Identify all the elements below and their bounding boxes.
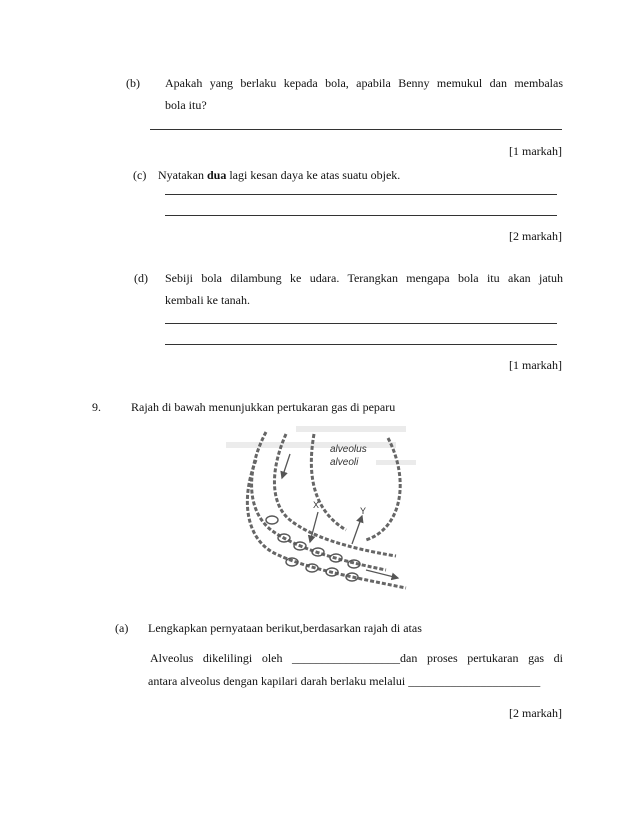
q8d-marks: [1 markah]: [509, 358, 562, 372]
q9-stem: Rajah di bawah menunjukkan pertukaran gas di peparu: [131, 400, 396, 414]
q8d-line1: Sebiji bola dilambung ke udara. Terangkan mengapa bola itu akan jatuh: [165, 271, 563, 285]
label-alveoli: alveoli: [330, 457, 359, 468]
q8c-text-after: lagi kesan daya ke atas suatu objek.: [226, 168, 401, 182]
q8c-answer-line-1[interactable]: [165, 194, 557, 195]
q8d-answer-line-2[interactable]: [165, 344, 557, 345]
q9a-instruction: Lengkapkan pernyataan berikut,berdasarkan rajah di atas: [148, 621, 422, 635]
q8c-label: (c): [133, 168, 147, 182]
q8b-answer-line[interactable]: [150, 129, 562, 130]
alveoli-gas-exchange-diagram: [226, 420, 422, 600]
label-alveolus: alveolus: [330, 444, 367, 455]
label-y: Y: [360, 506, 367, 516]
q8c-text: [158, 168, 400, 183]
q8b-label: (b): [126, 76, 140, 90]
q8d-answer-line-1[interactable]: [165, 323, 557, 324]
q8c-text-bold: dua: [206, 168, 227, 182]
q9-number: 9.: [92, 400, 101, 414]
q8d-line2: kembali ke tanah.: [165, 293, 250, 307]
q9a-marks: [2 markah]: [509, 706, 562, 720]
q8c-text-before: Nyatakan: [158, 168, 207, 182]
q8b-line1: Apakah yang berlaku kepada bola, apabila Benny memukul dan membalas: [165, 76, 563, 90]
q8b-line2: bola itu?: [165, 98, 207, 112]
q9a-label: (a): [115, 621, 129, 635]
q9a-line2: antara alveolus dengan kapilari darah berlaku melalui ______________________: [148, 674, 541, 688]
q8c-answer-line-2[interactable]: [165, 215, 557, 216]
capillary-walls: [247, 432, 406, 588]
q8b-marks: [1 markah]: [509, 144, 562, 158]
blood-cells: [266, 516, 360, 581]
q8c-marks: [2 markah]: [509, 229, 562, 243]
label-x: X: [313, 500, 320, 510]
q8d-label: (d): [134, 271, 148, 285]
faded-background-text: [226, 426, 416, 465]
q9a-line1: Alveolus dikelilingi oleh __________________dan proses pertukaran gas di: [150, 651, 563, 665]
